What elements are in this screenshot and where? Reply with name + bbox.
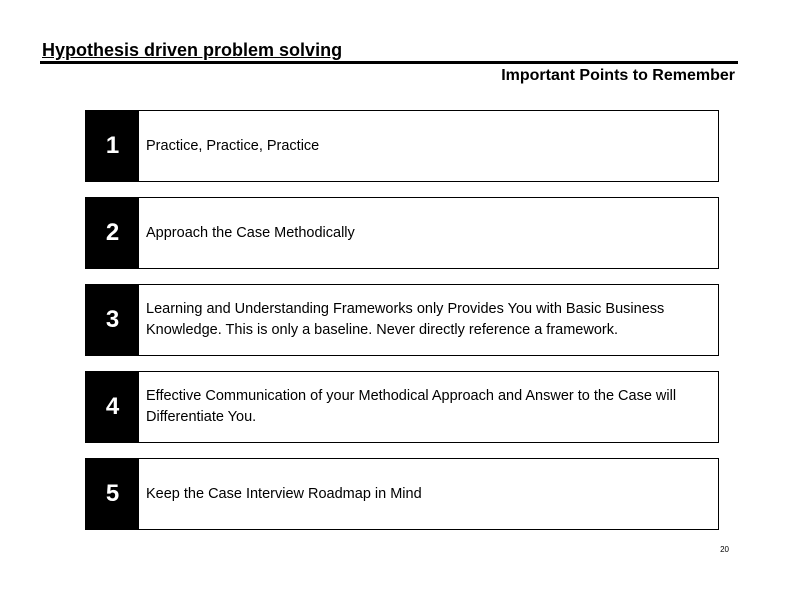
point-number: 4 xyxy=(86,372,139,442)
page-number: 20 xyxy=(720,545,729,554)
point-number: 2 xyxy=(86,198,139,268)
slide-title: Hypothesis driven problem solving xyxy=(42,40,343,60)
point-number: 3 xyxy=(86,285,139,355)
point-item-5 xyxy=(85,458,719,530)
title-rule xyxy=(40,61,738,64)
point-number: 1 xyxy=(86,111,139,181)
point-item-3 xyxy=(85,284,719,356)
slide-subtitle: Important Points to Remember xyxy=(501,67,735,84)
point-text: Keep the Case Interview Roadmap in Mind xyxy=(146,485,422,502)
point-item-1 xyxy=(85,110,719,182)
point-item-2 xyxy=(85,197,719,269)
point-item-4 xyxy=(85,371,719,443)
point-text: Effective Communication of your Methodical Approach and Answer to the Case will Differentiate You. xyxy=(146,388,677,425)
point-number: 5 xyxy=(86,459,139,529)
point-text: Practice, Practice, Practice xyxy=(146,137,320,154)
point-text: Approach the Case Methodically xyxy=(146,224,355,241)
point-text: Learning and Understanding Frameworks only Provides You with Basic Business Knowledge. This is only a baseline. Never directly reference a framework. xyxy=(146,301,665,338)
